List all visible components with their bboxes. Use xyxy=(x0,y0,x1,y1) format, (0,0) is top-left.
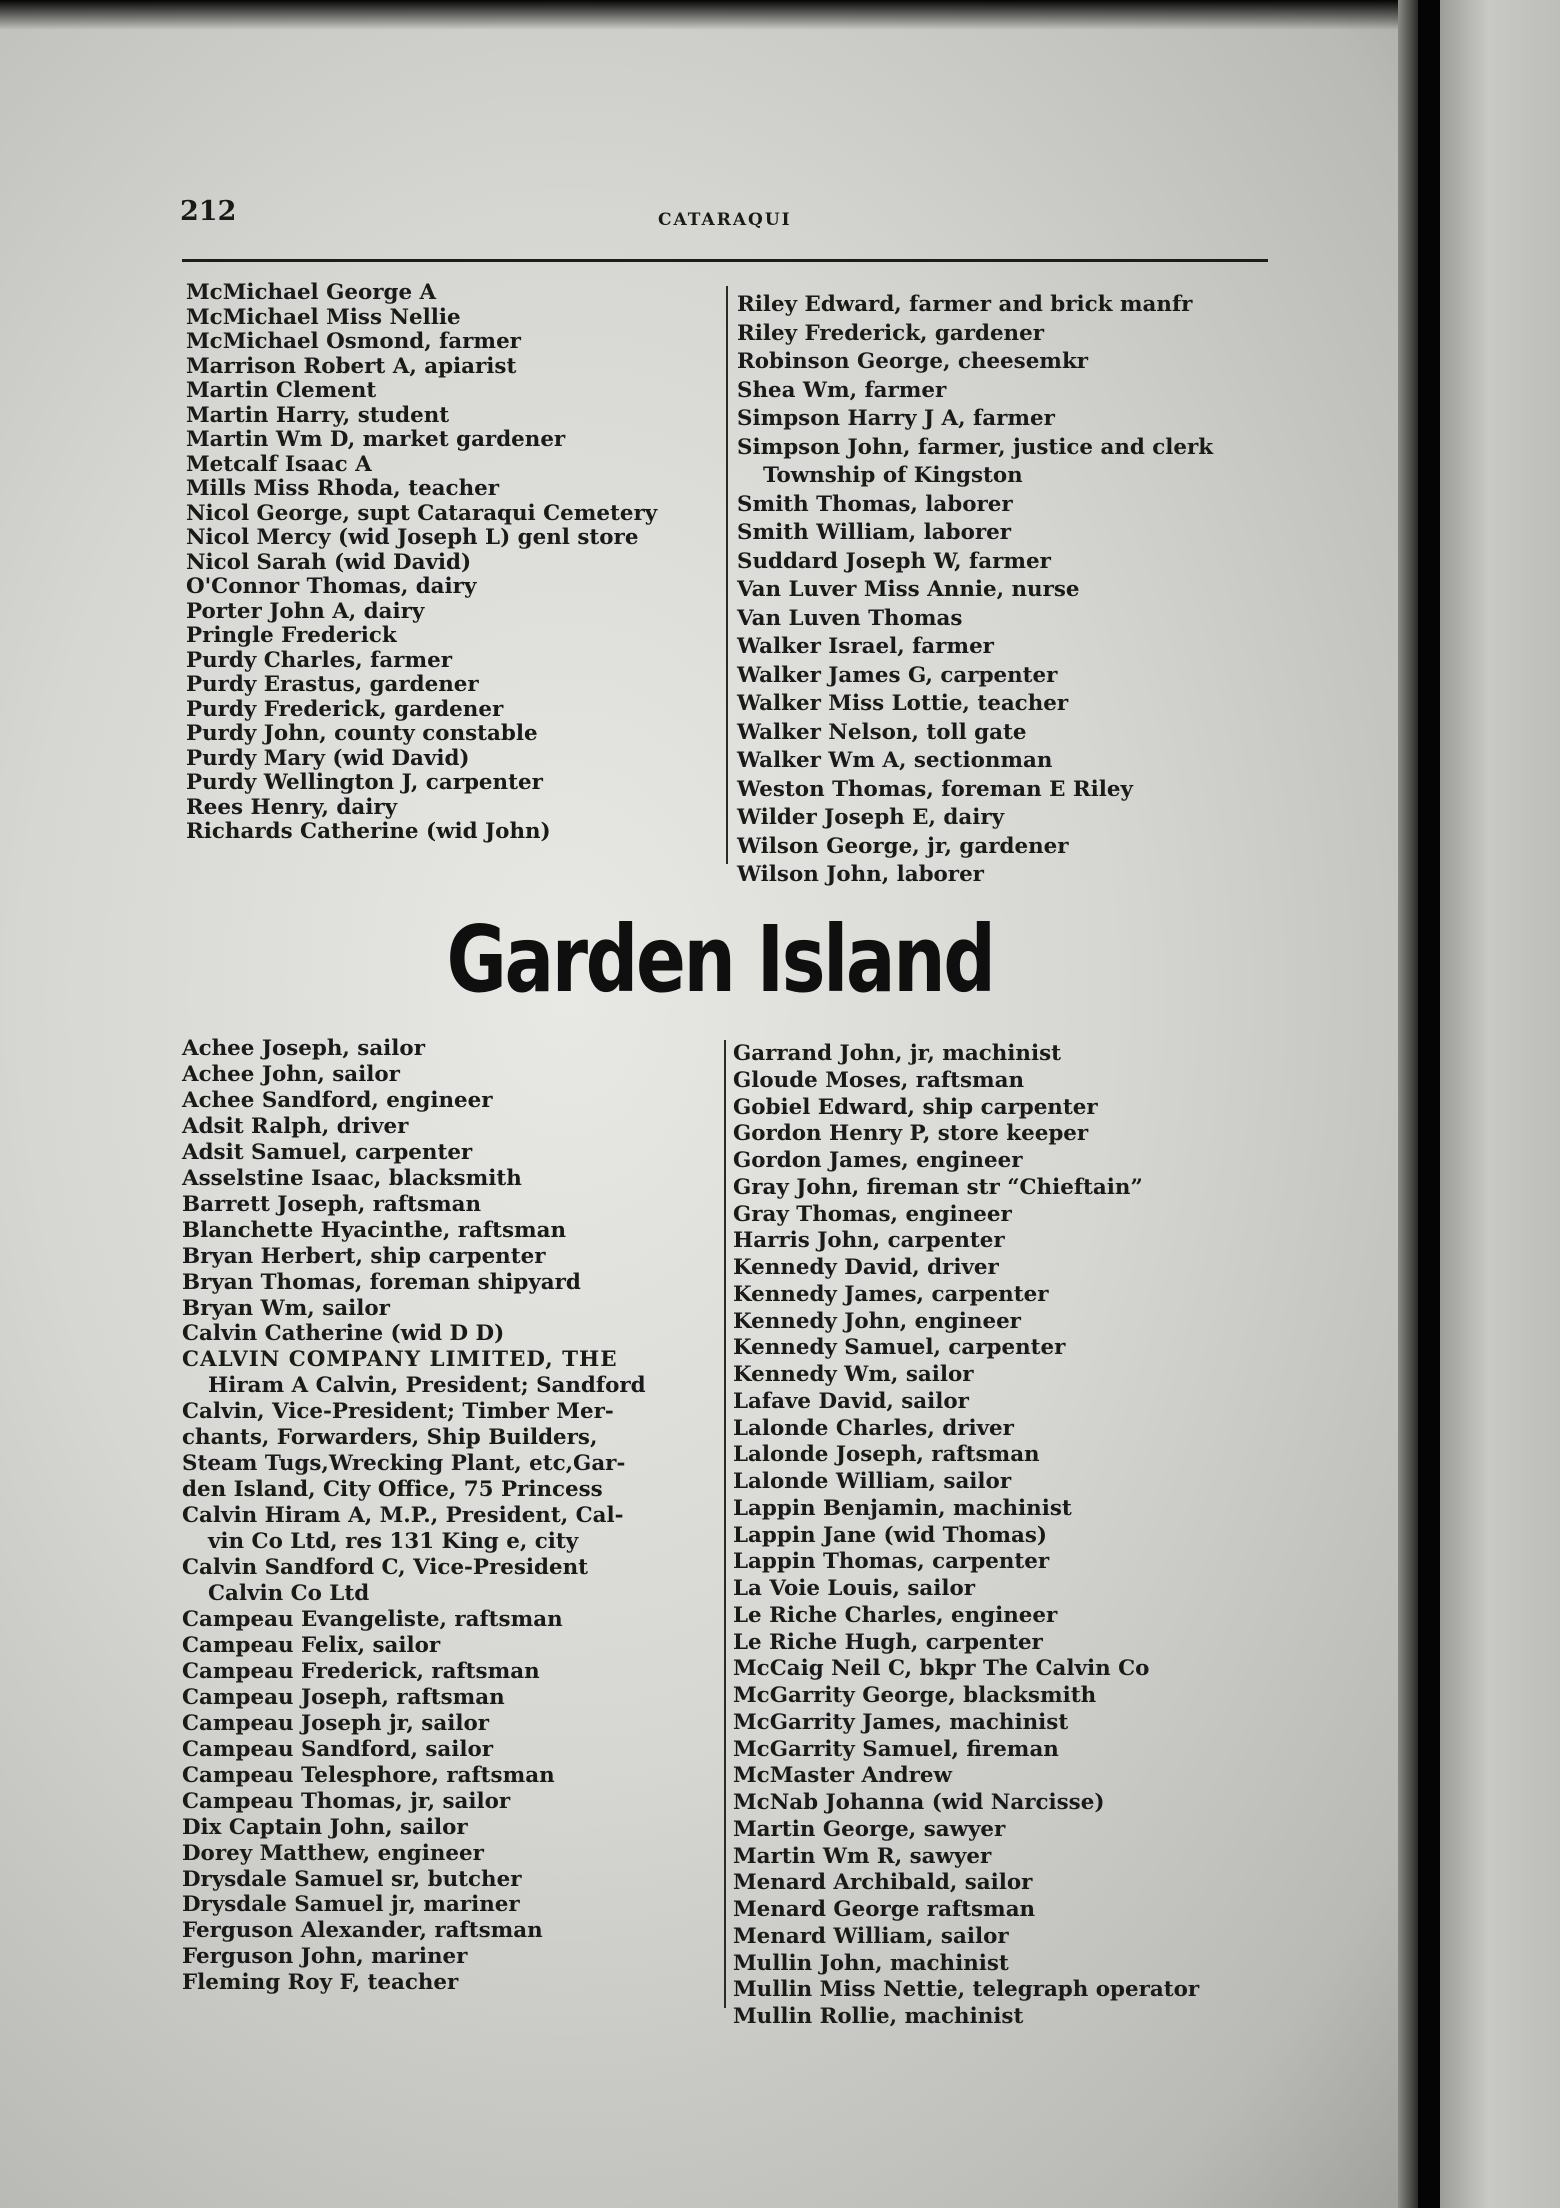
directory-entry: Gray John, fireman str “Chieftain” xyxy=(733,1174,1143,1200)
directory-entry: Walker Miss Lottie, teacher xyxy=(737,691,1069,716)
section1-right-column xyxy=(737,291,1213,890)
directory-entry: Wilson John, laborer xyxy=(737,862,984,887)
column-divider xyxy=(726,286,728,864)
directory-entry: Purdy Erastus, gardener xyxy=(186,672,479,697)
running-title: CATARAQUI xyxy=(658,210,792,230)
directory-entry: Martin George, sawyer xyxy=(733,1816,1006,1842)
directory-entry: Purdy Frederick, gardener xyxy=(186,696,504,722)
directory-entry: McMichael Osmond, farmer xyxy=(186,329,521,354)
directory-entry: Van Luven Thomas xyxy=(737,605,963,631)
directory-entry: Kennedy Samuel, carpenter xyxy=(733,1335,1066,1361)
directory-entry: Smith William, laborer xyxy=(737,520,1011,545)
directory-entry: Metcalf Isaac A xyxy=(186,451,372,477)
directory-entry: Achee Sandford, engineer xyxy=(182,1087,493,1113)
directory-entry: Walker Nelson, toll gate xyxy=(737,719,1027,745)
directory-entry: McMichael George A xyxy=(186,280,437,305)
scan-top-shadow xyxy=(0,0,1418,30)
directory-entry: Mills Miss Rhoda, teacher xyxy=(186,476,499,501)
directory-entry: Richards Catherine (wid John) xyxy=(186,819,551,844)
directory-entry: Calvin Hiram A, M.P., President, Cal- xyxy=(182,1503,624,1529)
directory-entry: Mullin John, machinist xyxy=(733,1950,1009,1976)
directory-entry: Campeau Telesphore, raftsman xyxy=(182,1762,555,1788)
directory-entry: Campeau Thomas, jr, sailor xyxy=(182,1788,511,1814)
directory-entry: Wilson George, jr, gardener xyxy=(737,833,1069,859)
directory-entry: Purdy Mary (wid David) xyxy=(186,745,470,771)
directory-entry: Shea Wm, farmer xyxy=(737,377,947,403)
directory-entry: Simpson John, farmer, justice and clerk xyxy=(737,434,1214,460)
directory-entry: Walker Israel, farmer xyxy=(737,634,994,659)
directory-entry: Lalonde Charles, driver xyxy=(733,1415,1014,1441)
directory-entry: Calvin Sandford C, Vice-President xyxy=(182,1555,589,1581)
directory-entry: Bryan Herbert, ship carpenter xyxy=(182,1243,546,1269)
directory-entry: Pringle Frederick xyxy=(186,623,397,648)
directory-entry: Campeau Frederick, raftsman xyxy=(182,1658,540,1684)
directory-entry: Riley Frederick, gardener xyxy=(737,320,1044,346)
directory-entry: Lappin Thomas, carpenter xyxy=(733,1549,1050,1575)
company-listing-heading: CALVIN COMPANY LIMITED, THE xyxy=(182,1347,618,1373)
directory-entry: Gray Thomas, engineer xyxy=(733,1201,1012,1227)
directory-entry: Lalonde William, sailor xyxy=(733,1469,1012,1494)
directory-entry: McMaster Andrew xyxy=(733,1763,952,1789)
directory-entry: Nicol George, supt Cataraqui Cemetery xyxy=(186,500,658,526)
directory-entry: Purdy Wellington J, carpenter xyxy=(186,770,543,795)
page-number: 212 xyxy=(180,196,237,227)
directory-entry: Van Luver Miss Annie, nurse xyxy=(737,577,1080,602)
directory-entry: Asselstine Isaac, blacksmith xyxy=(182,1165,522,1191)
directory-entry-continuation: Steam Tugs,Wrecking Plant, etc,Gar- xyxy=(182,1451,626,1477)
directory-entry: Campeau Joseph jr, sailor xyxy=(182,1710,489,1736)
directory-entry: McNab Johanna (wid Narcisse) xyxy=(733,1790,1105,1815)
directory-entry-continuation: Hiram A Calvin, President; Sandford xyxy=(208,1373,646,1399)
directory-entry: Bryan Thomas, foreman shipyard xyxy=(182,1269,581,1295)
directory-entry-continuation: vin Co Ltd, res 131 King e, city xyxy=(208,1529,579,1555)
directory-entry: Le Riche Hugh, carpenter xyxy=(733,1629,1043,1655)
directory-entry: Nicol Mercy (wid Joseph L) genl store xyxy=(186,525,639,550)
directory-entry: Mullin Miss Nettie, telegraph operator xyxy=(733,1977,1200,2003)
header-rule xyxy=(182,259,1268,262)
directory-entry: Harris John, carpenter xyxy=(733,1228,1005,1254)
directory-entry: Suddard Joseph W, farmer xyxy=(737,548,1051,574)
directory-entry: Gloude Moses, raftsman xyxy=(733,1067,1025,1093)
directory-entry: Porter John A, dairy xyxy=(186,598,425,624)
directory-entry: Adsit Ralph, driver xyxy=(182,1113,409,1139)
directory-entry: McGarrity George, blacksmith xyxy=(733,1683,1097,1708)
directory-entry: Lappin Jane (wid Thomas) xyxy=(733,1522,1047,1548)
directory-entry: Lafave David, sailor xyxy=(733,1388,969,1414)
directory-entry: Mullin Rollie, machinist xyxy=(733,2004,1024,2029)
directory-entry: Bryan Wm, sailor xyxy=(182,1295,390,1321)
directory-entry: Nicol Sarah (wid David) xyxy=(186,549,472,575)
directory-entry: Smith Thomas, laborer xyxy=(737,491,1013,517)
directory-entry: Robinson George, cheesemkr xyxy=(737,349,1089,374)
directory-entry: Drysdale Samuel sr, butcher xyxy=(182,1866,522,1892)
directory-entry: Gordon Henry P, store keeper xyxy=(733,1121,1089,1147)
directory-entry: Martin Clement xyxy=(186,378,377,403)
directory-entry: Ferguson Alexander, raftsman xyxy=(182,1918,543,1944)
directory-entry: Campeau Evangeliste, raftsman xyxy=(182,1606,563,1632)
directory-entry: Campeau Felix, sailor xyxy=(182,1632,441,1658)
directory-entry: Wilder Joseph E, dairy xyxy=(737,805,1005,830)
directory-entry: Dorey Matthew, engineer xyxy=(182,1840,484,1866)
directory-entry: McGarrity James, machinist xyxy=(733,1709,1069,1735)
directory-entry: Purdy Charles, farmer xyxy=(186,647,452,673)
column-divider xyxy=(724,1040,726,2008)
directory-entry: Walker James G, carpenter xyxy=(737,662,1058,688)
directory-entry-continuation: den Island, City Office, 75 Princess xyxy=(182,1477,603,1503)
directory-entry: Calvin Catherine (wid D D) xyxy=(182,1321,505,1347)
directory-entry: Menard William, sailor xyxy=(733,1923,1009,1949)
directory-entry: Martin Harry, student xyxy=(186,402,450,428)
directory-entry: Lappin Benjamin, machinist xyxy=(733,1495,1072,1521)
directory-entry: Riley Edward, farmer and brick manfr xyxy=(737,292,1193,317)
directory-entry: Simpson Harry J A, farmer xyxy=(737,406,1055,431)
section1-left-column xyxy=(186,281,657,845)
section2-left-column xyxy=(182,1036,646,1996)
directory-entry: McGarrity Samuel, fireman xyxy=(733,1736,1059,1762)
directory-entry-continuation: Calvin, Vice-President; Timber Mer- xyxy=(182,1399,614,1425)
directory-entry: Menard George raftsman xyxy=(733,1897,1036,1922)
directory-entry: Drysdale Samuel jr, mariner xyxy=(182,1892,520,1918)
book-spine-gap xyxy=(1418,0,1440,2208)
section-heading: Garden Island xyxy=(446,906,994,1013)
directory-entry: Ferguson John, mariner xyxy=(182,1944,468,1970)
directory-entry: La Voie Louis, sailor xyxy=(733,1576,976,1601)
directory-entry: Kennedy James, carpenter xyxy=(733,1281,1049,1307)
running-head xyxy=(180,196,1270,246)
directory-entry: Achee Joseph, sailor xyxy=(182,1036,425,1061)
directory-entry-continuation: Township of Kingston xyxy=(763,463,1023,488)
directory-entry: Menard Archibald, sailor xyxy=(733,1870,1033,1896)
directory-entry: Marrison Robert A, apiarist xyxy=(186,353,517,379)
directory-entry: Kennedy John, engineer xyxy=(733,1308,1021,1334)
directory-entry: Adsit Samuel, carpenter xyxy=(182,1139,473,1165)
directory-entry: Blanchette Hyacinthe, raftsman xyxy=(182,1217,567,1243)
directory-entry: Kennedy David, driver xyxy=(733,1255,999,1280)
directory-entry-continuation: Calvin Co Ltd xyxy=(208,1581,370,1607)
directory-entry: Kennedy Wm, sailor xyxy=(733,1362,974,1387)
directory-entry: McMichael Miss Nellie xyxy=(186,304,461,330)
directory-entry: Garrand John, jr, machinist xyxy=(733,1041,1062,1066)
facing-page-edge xyxy=(1440,0,1560,2208)
directory-entry: Rees Henry, dairy xyxy=(186,794,398,820)
section2-right-column xyxy=(733,1041,1199,2031)
directory-entry: Martin Wm D, market gardener xyxy=(186,427,566,452)
directory-entry: Barrett Joseph, raftsman xyxy=(182,1191,482,1217)
directory-entry: Weston Thomas, foreman E Riley xyxy=(737,776,1133,802)
directory-entry: O'Connor Thomas, dairy xyxy=(186,574,477,599)
directory-entry: Martin Wm R, sawyer xyxy=(733,1843,992,1869)
directory-entry: Campeau Sandford, sailor xyxy=(182,1736,494,1762)
directory-entry: Achee John, sailor xyxy=(182,1061,400,1087)
page-edge-shadow xyxy=(1398,0,1418,2208)
directory-entry: Purdy John, county constable xyxy=(186,721,538,746)
directory-entry-continuation: chants, Forwarders, Ship Builders, xyxy=(182,1425,598,1451)
directory-entry: Dix Captain John, sailor xyxy=(182,1814,468,1840)
directory-entry: Fleming Roy F, teacher xyxy=(182,1970,459,1996)
directory-entry: Campeau Joseph, raftsman xyxy=(182,1684,505,1710)
directory-entry: Le Riche Charles, engineer xyxy=(733,1602,1058,1628)
directory-entry: Lalonde Joseph, raftsman xyxy=(733,1442,1040,1468)
directory-entry: Walker Wm A, sectionman xyxy=(737,748,1053,773)
directory-entry: Gordon James, engineer xyxy=(733,1148,1023,1173)
directory-entry: Gobiel Edward, ship carpenter xyxy=(733,1094,1098,1120)
directory-entry: McCaig Neil C, bkpr The Calvin Co xyxy=(733,1656,1150,1682)
